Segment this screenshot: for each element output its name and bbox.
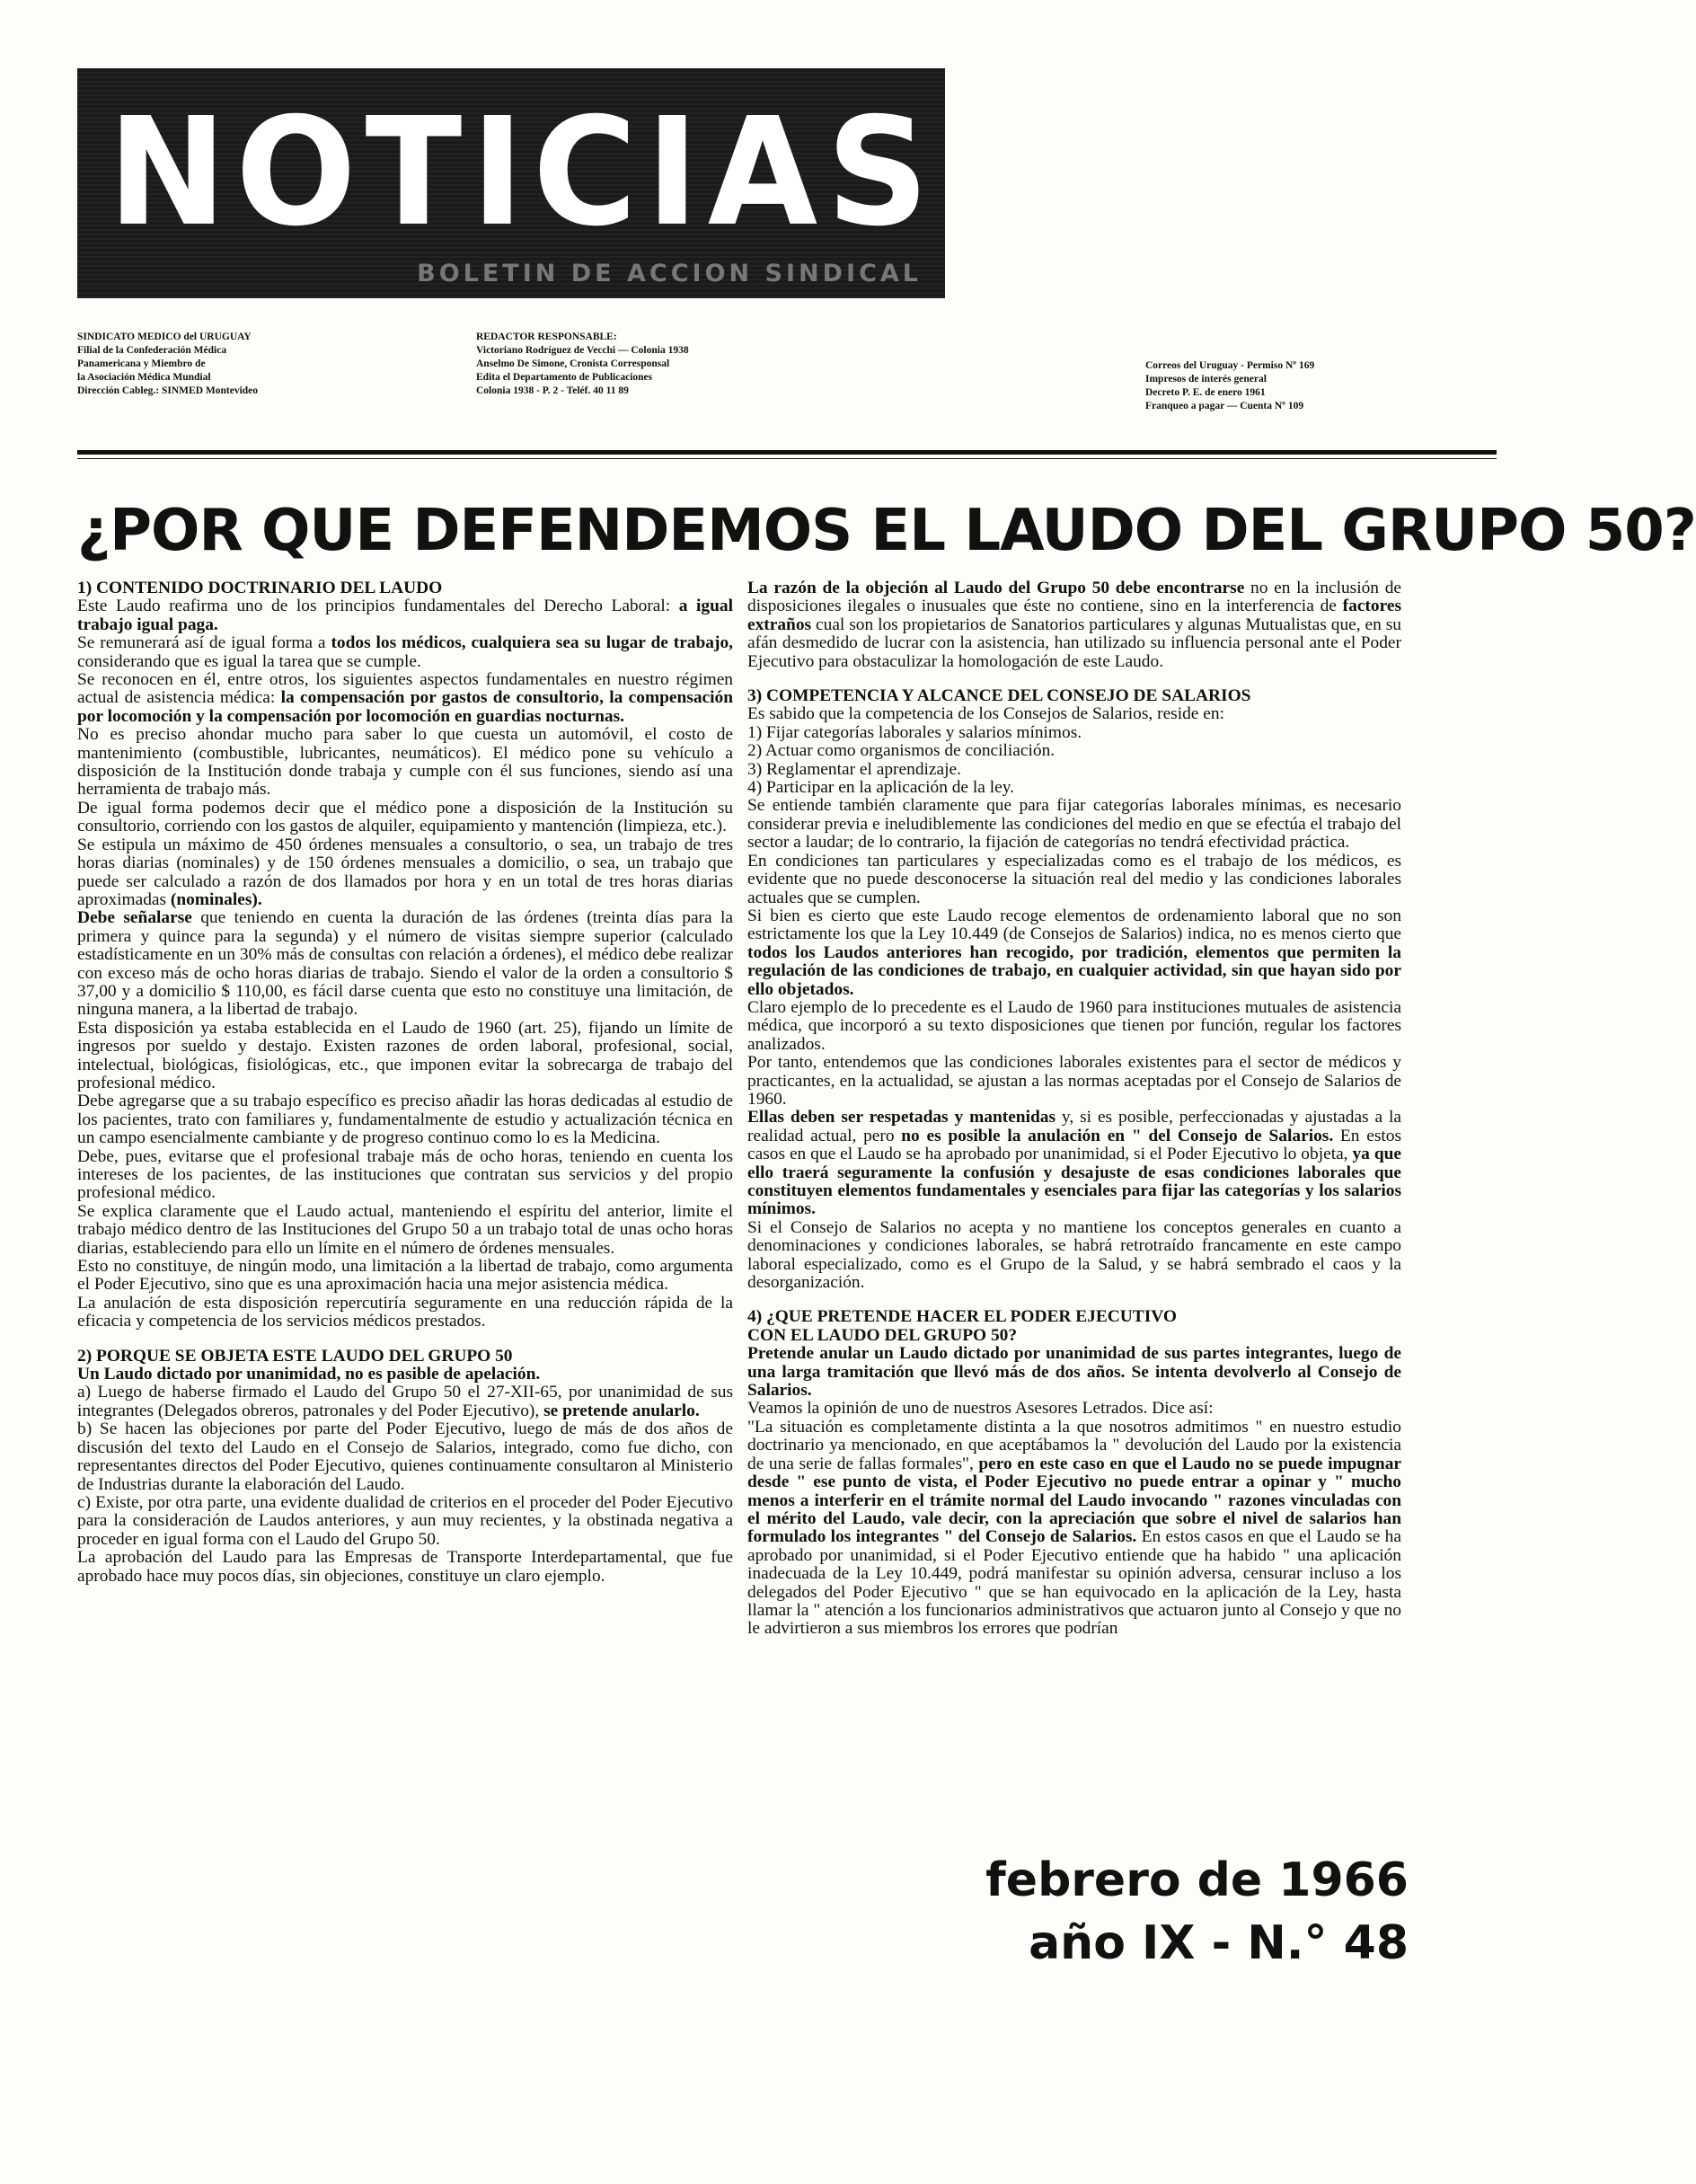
paragraph: Debe agregarse que a su trabajo específico es preciso añadir las horas dedicadas al estudio de los pacientes, trato con familiares y, fundamentalmente de estudio y actualización técnica en un campo esencialmente cambiante y de progreso continuo como lo es la Medicina. [77,1092,733,1148]
info-line: Filial de la Confederación Médica [77,345,227,356]
issue-number-line: año IX - N.° 48 [1029,1916,1409,1970]
paragraph [77,909,733,1019]
bold-text: pero en este caso en que el Laudo no se puede impugnar desde " ese punto de vista, el Poder Ejecutivo no puede entrar a opinar y " mucho menos a interferir en el trámite normal del Laudo invocando " razones vinculadas con el mérito del Laudo, vale decir, con la apreciación que sobre el nivel de salarios han formulado los integrantes " del Consejo de Salarios. [747,1454,1401,1547]
paragraph [747,907,1401,999]
info-line: la Asociación Médica Mundial [77,372,211,383]
paragraph [77,836,733,910]
bold-text: La razón de la objeción al Laudo del Grupo 50 debe encontrarse [747,579,1245,597]
section-title: 2) PORQUE SE OBJETA ESTE LAUDO DEL GRUPO 50 [77,1346,513,1366]
paragraph [77,1384,733,1420]
bold-text: Ellas deben ser respetadas y mantenidas [747,1108,1056,1127]
paragraph: En condiciones tan particulares y especializadas como es el trabajo de los médicos, es evidente que no puede desconocerse la situación real del medio y las condiciones laborales actuales que se cumplen. [747,851,1401,907]
text: Si bien es cierto que este Laudo recoge elementos de ordenamiento laboral que no son estrictamente los que la Ley 10.449 (de Consejos de Salarios) indica, no es menos cierto que [747,906,1401,944]
header-divider-thin [77,458,1497,459]
quote [747,1419,1401,1639]
paragraph [77,634,733,671]
info-line: Edita el Departamento de Publicaciones [476,372,653,383]
paragraph: Esto no constituye, de ningún modo, una limitación a la libertad de trabajo, como argumenta el Poder Ejecutivo, sino que es una aproximación hacia una mejor asistencia médica. [77,1257,733,1295]
section-subtitle: Un Laudo dictado por unanimidad, no es pasible de apelación. [77,1365,541,1384]
list-item: 3) Reglamentar el aprendizaje. [747,759,961,779]
info-line: Victoriano Rodríguez de Vecchi — Colonia 1938 [476,345,689,356]
info-line: Dirección Cableg.: SINMED Montevideo [77,385,259,396]
paragraph: Veamos la opinión de uno de nuestros Asesores Letrados. Dice así: [747,1399,1214,1419]
paragraph: Si el Consejo de Salarios no acepta y no mantiene los conceptos generales en cuanto a denominaciones y condiciones laborales, se habrá retrotraído francamente en este campo laboral especializado, como es el Grupo de la Salud, y se habrá sembrado el caos y la desorganización. [747,1217,1401,1293]
section-subtitle: Pretende anular un Laudo dictado por unanimidad de sus partes integrantes, luego de una larga tramitación que llevó más de dos años. Se intenta devolverlo al Consejo de Salarios. [747,1344,1401,1401]
masthead-title: NOTICIAS [108,85,938,260]
text: En estos casos en que el Laudo se ha aprobado por unanimidad, si el Poder Ejecutivo lo objeta, [747,1126,1401,1164]
bold-text: (nominales). [170,889,262,909]
list-item: 1) Fijar categorías laborales y salarios mínimos. [747,722,1082,742]
masthead-subtitle: BOLETIN DE ACCION SINDICAL [417,260,922,287]
postal-info [1145,359,1314,413]
list-item: 2) Actuar como organismos de conciliación. [747,741,1056,761]
text: Se remunerará así de igual forma a [77,633,331,653]
paragraph: Por tanto, entendemos que las condiciones laborales existentes para el sector de médicos y practicantes, en la actualidad, se ajustan a las normas aceptadas por el Consejo de Salarios de 1960. [747,1053,1401,1109]
bold-text: ya que ello traerá seguramente la confusión y desajuste de esas condiciones laborales que constituyen elementos fundamentales y esenciales para fijar las categorías y los salarios mínimos. [747,1145,1401,1219]
issue-date-line: febrero de 1966 [985,1853,1409,1907]
bold-text: Debe señalarse [77,908,192,928]
info-line: Impresos de interés general [1145,374,1267,385]
bold-text: la compensación por gastos de consultorio, la compensación por locomoción y la compensación por locomoción en guardias nocturnas. [77,688,734,726]
paragraph: De igual forma podemos decir que el médico pone a disposición de la Institución su consultorio, corriendo con los gastos de alquiler, equipamiento y mantención (limpieza, etc.). [77,798,733,836]
section-title: 4) ¿QUE PRETENDE HACER EL PODER EJECUTIVO [747,1307,1177,1327]
text: En estos casos en que el Laudo se ha aprobado por unanimidad, si el Poder Ejecutivo entiende que ha habido " una aplicación inadecuada de la Ley 10.449, podrá manifestar su opinión adversa, censurar incluso a los delegados del Poder Ejecutivo " que se han equivocado en la aplicación de la Ley, hasta llamar la " atención a los funcionarios administrativos que actuaron junto al Consejo y que no le advirtieron a sus miembros los errores que podrían [747,1527,1401,1639]
text: considerando que es igual la tarea que se cumple. [77,651,421,671]
issue-date [977,1849,1409,1975]
info-line: Colonia 1938 - P. 2 - Teléf. 40 11 89 [476,385,629,396]
text: Este Laudo reafirma uno de los principios fundamentales del Derecho Laboral: [77,597,679,616]
bold-text: todos los médicos, cualquiera sea su lugar de trabajo, [331,633,733,653]
info-line: Correos del Uruguay - Permiso Nº 169 [1145,360,1315,371]
info-line: Anselmo De Simone, Cronista Corresponsal [476,358,670,369]
info-line: Panamericana y Miembro de [77,358,206,369]
info-line: Decreto P. E. de enero 1961 [1145,387,1266,398]
paragraph: Claro ejemplo de lo precedente es el Laudo de 1960 para instituciones mutuales de asistencia médica, que incorporó a su texto disposiciones que tienen por función, regular los factores analizados. [747,997,1401,1054]
paragraph [77,597,733,634]
bold-text: todos los Laudos anteriores han recogido, por tradición, elementos que permiten la regulación de las condiciones de trabajo, en cualquier actividad, sin que hayan sido por ello objetados. [747,942,1401,999]
text: a) Luego de haberse firmado el Laudo del Grupo 50 el 27-XII-65, por unanimidad de sus integrantes (Delegados obreros, patronales y del Poder Ejecutivo), [77,1383,733,1420]
bold-text: a igual trabajo igual paga. [77,597,733,634]
info-line: SINDICATO MEDICO del URUGUAY [77,332,252,342]
info-line: REDACTOR RESPONSABLE: [476,332,617,342]
paragraph: Esta disposición ya estaba establecida en el Laudo de 1960 (art. 25), fijando un límite de ingresos por sueldo y destajo. Existen razones de orden laboral, profesional, social, intelectual, biológicas, fisiológicas, etc., que imponen evitar la sobrecarga de trabajo del profesional médico. [77,1018,733,1092]
header-divider [77,450,1497,455]
text: Se estipula un máximo de 450 órdenes mensuales a consultorio, o sea, un trabajo de tres horas diarias (nominales) y de 150 órdenes mensuales a domicilio, o sea, un trabajo que puede ser calculado a razón de dos llamados por hora y en un total de tres horas diarias aproximadas [77,835,733,909]
paragraph [747,1109,1401,1218]
text: que teniendo en cuenta la duración de las órdenes (treinta días para la primera y quince para la segunda) y el número de visitas siempre superior (calculado estadísticamente en un 30% más de consultas con relación a órdenes), el médico debe realizar con exceso más de ocho horas diarias de trabajo. Siendo el valor de la orden a consultorio $ 37,00 y a domicilio $ 110,00, es fácil darse cuenta que esto no constituye una limitación, de ninguna manera, a la libertad de trabajo. [77,908,733,1020]
list-item: 4) Participar en la aplicación de la ley. [747,778,1015,798]
headline: ¿POR QUE DEFENDEMOS EL LAUDO DEL GRUPO 50? [77,498,1696,564]
section-title-line2: CON EL LAUDO DEL GRUPO 50? [747,1325,1018,1345]
article-column-right [747,579,1401,1639]
bold-text: factores extraños [747,597,1401,634]
paragraph: La aprobación del Laudo para las Empresas de Transporte Interdepartamental, que fue aprobado hace muy pocos días, sin objeciones, constituye un claro ejemplo. [77,1548,733,1586]
section-title: 1) CONTENIDO DOCTRINARIO DEL LAUDO [77,579,443,597]
section-title: 3) COMPETENCIA Y ALCANCE DEL CONSEJO DE SALARIOS [747,686,1251,706]
bold-text: no es posible la anulación en " del Consejo de Salarios. [901,1126,1334,1145]
text: "La situación es completamente distinta a la que nosotros admitimos " en nuestro estudio doctrinario ya mencionado, en que aceptábamos la " devolución del Laudo por la existencia de una serie de fallas formales", [747,1417,1401,1473]
paragraph: Se explica claramente que el Laudo actual, manteniendo el espíritu del anterior, limite el trabajo médico dentro de las Instituciones del Grupo 50 a un trabajo total de unas ocho horas diarias, estableciendo para ello un límite en el número de órdenes mensuales. [77,1201,733,1258]
paragraph: Debe, pues, evitarse que el profesional trabaje más de ocho horas, teniendo en cuenta los intereses de los pacientes, de las instituciones que contratan sus servicios y del propio profesional médico. [77,1146,733,1203]
publisher-info [77,331,258,398]
paragraph: b) Se hacen las objeciones por parte del Poder Ejecutivo, luego de más de dos años de discusión del texto del Laudo en el Consejo de Salarios, integrado, como fue dicho, con representantes directos del Poder Ejecutivo, quienes continuamente consultaron al Ministerio de Industrias durante la elaboración del Laudo. [77,1419,733,1494]
editor-info [476,331,689,398]
article-column-left [77,579,733,1586]
paragraph: Se entiende también claramente que para fijar categorías laborales mínimas, es necesario considerar previa e ineludiblemente las condiciones del medio en que se efectúa el trabajo del sector a laudar; de lo contrario, la fijación de categorías no tendrá efectividad práctica. [747,796,1401,853]
paragraph [77,671,733,726]
text: no en la inclusión de disposiciones ilegales o inusuales que éste no contiene, sino en la interferencia de [747,579,1401,616]
paragraph: Es sabido que la competencia de los Consejos de Salarios, reside en: [747,704,1224,724]
masthead [77,68,945,298]
paragraph: La anulación de esta disposición repercutiría seguramente en una reducción rápida de la eficacia y competencia de los servicios médicos prestados. [77,1293,733,1331]
paragraph [747,579,1401,671]
text: Se reconocen en él, entre otros, los siguientes aspectos fundamentales en nuestro régimen actual de asistencia médica: [77,670,733,708]
bold-text: se pretende anularlo. [543,1401,700,1420]
text: cual son los propietarios de Sanatorios particulares y algunas Mutualistas que, en su afán desmedido de lucrar con la asistencia, han utilizado su influencia personal ante el Poder Ejecutivo para obstaculizar la homologación de este Laudo. [747,615,1401,671]
paragraph: No es preciso ahondar mucho para saber lo que cuesta un automóvil, el costo de mantenimiento (combustible, lubricantes, neumáticos). El médico pone su vehículo a disposición de la Institución donde trabaja y cumple con él sus funciones, siendo así una herramienta de trabajo más. [77,725,733,800]
info-line: Franqueo a pagar — Cuenta Nº 109 [1145,401,1304,411]
text: y, si es posible, perfeccionadas y ajustadas a la realidad actual, pero [747,1108,1402,1145]
paragraph: c) Existe, por otra parte, una evidente dualidad de criterios en el proceder del Poder Ejecutivo para la consideración de Laudos anteriores, y aun muy recientes, y la obstinada negativa a proceder en igual forma con el Laudo del Grupo 50. [77,1492,733,1549]
